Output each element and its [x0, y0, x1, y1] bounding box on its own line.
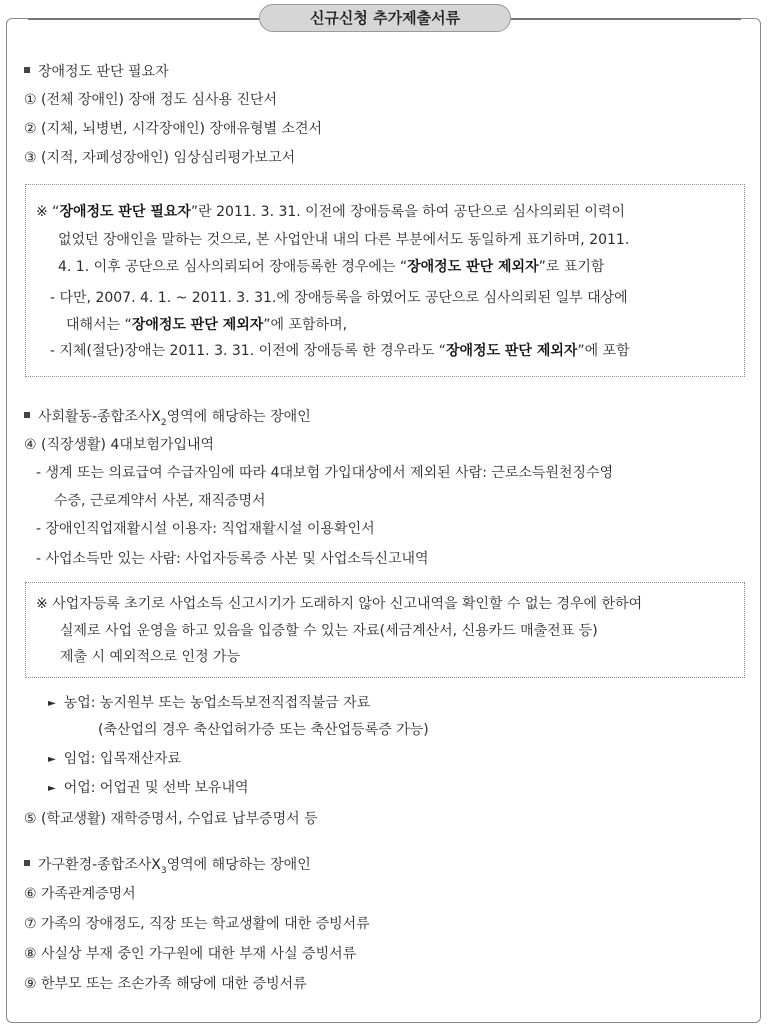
note1-line5: 대해서는 “장애정도 판단 제외자”에 포함하며,: [66, 317, 348, 333]
list-item: ⑧ 사실상 부재 중인 가구원에 대한 부재 사실 증빙서류: [24, 946, 357, 962]
list-item: ③ (지적, 자폐성장애인) 임상심리평가보고서: [24, 150, 296, 166]
list-item: ⑤ (학교생활) 재학증명서, 수업료 납부증명서 등: [24, 811, 318, 827]
list-item: - 사업소득만 있는 사람: 사업자등록증 사본 및 사업소득신고내역: [36, 551, 429, 567]
bullet-fish: ► 어업: 어업권 및 선박 보유내역: [48, 780, 249, 796]
note2-line1: ※ 사업자등록 초기로 사업소득 신고시기가 도래하지 않아 신고내역을 확인할 수 없는 경우에 한하여: [36, 596, 643, 612]
note1-line4: - 다만, 2007. 4. 1. ~ 2011. 3. 31.에 장애등록을 하였어도 공단으로 심사의뢰된 일부 대상에: [50, 290, 628, 306]
square-bullet-icon: [24, 67, 30, 73]
list-item: ⑨ 한부모 또는 조손가족 해당에 대한 증빙서류: [24, 976, 307, 992]
note1-line2: 없었던 장애인을 말하는 것으로, 본 사업안내 내의 다른 부분에서도 동일하게 표기하며, 2011.: [58, 232, 630, 248]
note1-line3: 4. 1. 이후 공단으로 심사의뢰되어 장애등록한 경우에는 “장애정도 판단 제외자”로 표기함: [58, 259, 605, 275]
note1-line6: - 지체(절단)장애는 2011. 3. 31. 이전에 장애등록 한 경우라도 “장애정도 판단 제외자”에 포함: [50, 343, 630, 359]
list-item: ⑥ 가족관계증명서: [24, 886, 136, 902]
page-title: 신규신청 추가제출서류: [259, 4, 511, 32]
note2-line3: 제출 시 예외적으로 인정 가능: [60, 649, 241, 665]
note2-line2: 실제로 사업 운영을 하고 있음을 입증할 수 있는 자료(세금계산서, 신용카드 매출전표 등): [60, 623, 598, 639]
triangle-bullet-icon: ►: [48, 783, 56, 794]
list-item: 수증, 근로계약서 사본, 재직증명서: [54, 493, 266, 509]
bullet-farm-note: (축산업의 경우 축산업허가증 또는 축산업등록증 가능): [98, 722, 429, 738]
triangle-bullet-icon: ►: [48, 754, 56, 765]
list-item: ⑦ 가족의 장애정도, 직장 또는 학교생활에 대한 증빙서류: [24, 916, 370, 932]
section1-heading: 장애정도 판단 필요자: [24, 62, 169, 82]
list-item: ④ (직장생활) 4대보험가입내역: [24, 437, 215, 453]
triangle-bullet-icon: ►: [48, 698, 56, 709]
note1-line1: ※ “장애정도 판단 필요자”란 2011. 3. 31. 이전에 장애등록을 하여 공단으로 심사의뢰된 이력이: [36, 204, 625, 220]
list-item: - 생계 또는 의료급여 수급자임에 따라 4대보험 가입대상에서 제외된 사람: 근로소득원천징수영: [36, 465, 614, 481]
square-bullet-icon: [24, 860, 30, 866]
section3-heading: 가구환경-종합조사$X_3$영역에 해당하는 장애인: [24, 855, 311, 881]
bullet-forest: ► 임업: 입목재산자료: [48, 751, 182, 767]
list-item: ① (전체 장애인) 장애 정도 심사용 진단서: [24, 92, 278, 108]
list-item: ② (지체, 뇌병변, 시각장애인) 장애유형별 소견서: [24, 121, 323, 137]
bullet-farm: ► 농업: 농지원부 또는 농업소득보전직접직불금 자료: [48, 695, 371, 711]
list-item: - 장애인직업재활시설 이용자: 직업재활시설 이용확인서: [36, 521, 375, 537]
section2-heading: 사회활동-종합조사$X_2$영역에 해당하는 장애인: [24, 407, 311, 433]
square-bullet-icon: [24, 412, 30, 418]
